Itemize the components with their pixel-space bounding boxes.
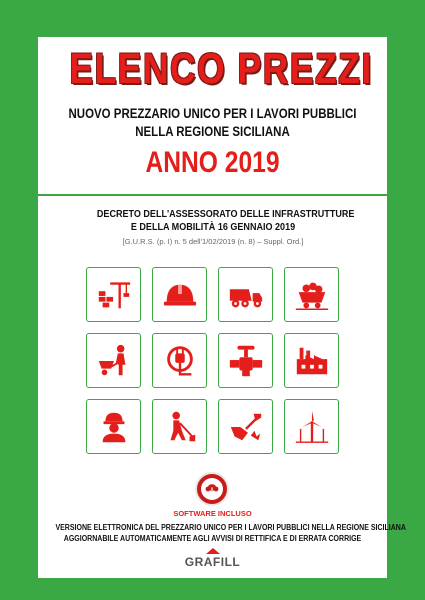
building-crane-icon — [95, 276, 133, 314]
factory-icon — [293, 342, 331, 380]
software-badge — [195, 472, 229, 506]
subtitle-line-1: NUOVO PREZZARIO UNICO PER I LAVORI PUBBLICI — [68, 106, 357, 121]
worker-helmet-icon — [95, 408, 133, 446]
tile-safety — [152, 267, 207, 322]
wind-turbine-icon — [293, 408, 331, 446]
demolition-icon — [227, 408, 265, 446]
ore-cart-icon — [293, 276, 331, 314]
decree-line-2: E DELLA MOBILITÀ 16 GENNAIO 2019 — [130, 221, 296, 233]
year-title: ANNO 2019 — [145, 146, 280, 179]
tile-excavation — [152, 399, 207, 454]
tile-industrial — [284, 333, 339, 388]
tile-labour — [86, 333, 141, 388]
publisher-logo: GRAFILL — [184, 555, 241, 569]
dump-truck-icon — [227, 276, 265, 314]
tile-personnel — [86, 399, 141, 454]
decree-line-1: DECRETO DELL'ASSESSORATO DELLE INFRASTRUTTURE — [96, 208, 355, 220]
worker-wheelbarrow-icon — [95, 342, 133, 380]
hard-hat-icon — [161, 276, 199, 314]
worker-digging-icon — [161, 408, 199, 446]
tile-plumbing — [218, 333, 273, 388]
electric-plug-icon — [161, 342, 199, 380]
tile-construction — [86, 267, 141, 322]
valve-pipe-icon — [227, 342, 265, 380]
tile-transport — [218, 267, 273, 322]
tile-renewables — [284, 399, 339, 454]
content-panel — [38, 196, 406, 578]
cloud-download-icon — [201, 478, 223, 500]
title-panel — [38, 37, 387, 194]
software-included-label: SOFTWARE INCLUSO — [173, 509, 252, 518]
gurs-reference: [G.U.R.S. (p. I) n. 5 dell'1/02/2019 (n. 8) – Suppl. Ord.] — [122, 237, 304, 246]
subtitle-line-2: NELLA REGIONE SICILIANA — [135, 124, 290, 139]
footer-line-1: VERSIONE ELETTRONICA DEL PREZZARIO UNICO PER I LAVORI PUBBLICI NELLA REGIONE SICILIANA — [55, 523, 406, 532]
tile-mining — [284, 267, 339, 322]
footer-line-2: AGGIORNABILE AUTOMATICAMENTE AGLI AVVISI DI RETTIFICA E DI ERRATA CORRIGE — [63, 534, 362, 543]
main-title: ELENCO PREZZI — [69, 45, 373, 93]
publisher-logo-mark — [206, 548, 220, 554]
tile-electrical — [152, 333, 207, 388]
tile-demolition — [218, 399, 273, 454]
